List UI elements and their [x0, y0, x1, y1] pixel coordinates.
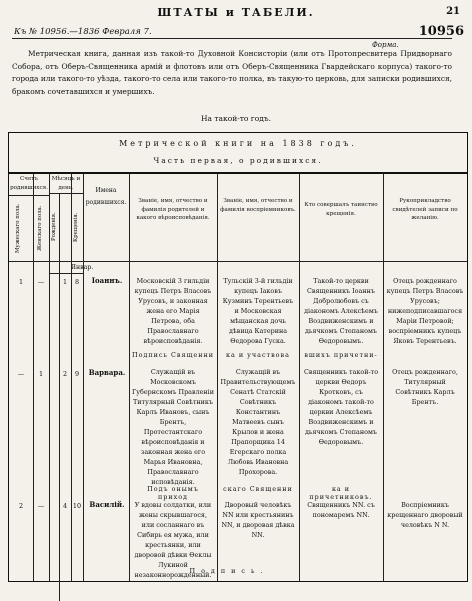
- row1-female: —: [37, 278, 45, 286]
- table-part: Часть первая, о родившихся.: [153, 156, 323, 165]
- col-male: Мужескаго пола.: [15, 203, 21, 253]
- final-signature: Подпись.: [189, 567, 269, 575]
- row3-male: 2: [18, 502, 24, 510]
- row1-godparents: Тульскій 3-й гильдіи купецъ Іаковъ Кузминъ Терентьевъ и Московская мѣщанская дочь дѣвица Катерина Ѳедорова Гуска.: [222, 277, 294, 345]
- row2-priest: Священникъ такой-то церкви Ѳедоръ Кротковъ, съ діакономъ такой-то церкви Алексѣемъ Воздвиженскимъ и дьячкомъ Степаномъ Ѳедоровымъ.: [303, 368, 379, 446]
- form-intro: Метрическая книга, данная изъ такой-то Духовной Консисторіи (или отъ Протопресвитера Придворнаго Собора, отъ Оберъ-Священника армій и флотовъ или отъ Оберъ-Священника Гвардейскаго корпуса) такого-то города или такого-то уѣзда, такого-то села или такого-то полка, въ такую-то церковь, для записки родившихся, бракомъ сочетавшихся и умершихъ.: [12, 49, 452, 96]
- row2-male: —: [17, 370, 25, 378]
- row1-born: 1: [62, 278, 68, 286]
- row1-sig-godparents: ка и участвова: [226, 351, 290, 359]
- form-label: Форма.: [372, 41, 399, 49]
- form-subtitle: На такой-то годъ.: [200, 114, 272, 123]
- table-title: Метрической книги на 1838 годъ.: [119, 139, 357, 148]
- row1-priest: Такой-то церкви Священникъ Іоаннъ Добролюбовъ съ діакономъ Алексѣемъ Воздвиженскимъ и дьячкомъ Степаномъ Ѳедоровымъ.: [304, 277, 378, 345]
- document-number: 10956: [418, 24, 464, 39]
- row3-born: 4: [62, 502, 68, 510]
- month-label: Январ.: [71, 264, 94, 271]
- row2-baptized: 9: [74, 370, 80, 378]
- running-title: ШТАТЫ и ТАБЕЛИ.: [157, 6, 315, 19]
- row1-witness: Отецъ рожденнаго купецъ Петръ Власовъ Урусовъ; нижеподписавшагося Маріи Петровой; воспріемникъ купецъ Яковъ Терентьевъ.: [386, 277, 464, 345]
- col-baptism: Крещенія.: [73, 212, 79, 242]
- row2-sig-parents: Подъ онымъ приход: [147, 485, 199, 501]
- col-witness: Рукоприкладство свидѣтелей записи по желанію.: [392, 198, 458, 222]
- row2-name: Варвара.: [88, 368, 126, 377]
- row2-witness: Отецъ рожденнаго, Титулярный Совѣтникъ Карлъ Брентъ.: [392, 368, 458, 406]
- row1-sig-parents: Подпись Священни: [132, 351, 214, 359]
- row3-name: Василій.: [89, 500, 125, 509]
- row2-parents: Служащій въ Московскомъ Губернскомъ Правленіи Титулярный Совѣтникъ Карлъ Ивановъ, сынъ Брентъ, Протестантскаго вѣроисповѣданія и законная жена его Марья Ивановна, Православнаго исповѣданія.: [132, 368, 214, 486]
- births-table: [8, 172, 468, 582]
- row2-godparents: Служащій въ Правительствующемъ Сенатѣ Статскій Совѣтникъ Константинъ Матвеевъ сынъ Крылов и жена Прапорщика 14 Егерскаго полка Любовь Ивановна Прохорова.: [220, 368, 296, 476]
- row1-baptized: 8: [74, 278, 80, 286]
- col-birth: Рожденія.: [51, 212, 57, 242]
- table-title-box: [8, 132, 468, 174]
- col-godparents: Званіе, имя, отчество и фамилія воспріемниковъ.: [220, 198, 296, 213]
- row2-sig-godparents: скаго Священни: [223, 485, 293, 493]
- row1-name: Іоаннъ.: [91, 276, 123, 285]
- row3-godparents: Дворовый человѣкъ NN или крестьянинъ NN, и дворовая дѣвка NN.: [221, 501, 295, 539]
- col-priest: Кто совершалъ таинство крещенія.: [304, 202, 378, 217]
- col-female: Женскаго пола.: [37, 205, 43, 251]
- reference-line: Къ № 10956.—1836 Февраля 7.: [14, 27, 152, 37]
- row3-witness: Воспріемникъ крещеннаго дворовый человѣкъ N N.: [387, 501, 463, 529]
- col-month-day: Мѣсяцъ и день.: [51, 176, 81, 191]
- row3-female: —: [37, 502, 45, 510]
- row3-priest: Священникъ NN. съ пономаремъ NN.: [307, 501, 375, 519]
- running-header: [0, 6, 472, 20]
- row2-sig-priest: ка и причетниковъ.: [309, 485, 373, 501]
- col-names: Имена родившихся.: [85, 187, 127, 206]
- row1-sig-priest: вшихъ причетни-: [304, 351, 378, 359]
- col-count-born: Счетъ родившихся.: [10, 176, 48, 191]
- row1-male: 1: [18, 278, 24, 286]
- row1-parents: Московскій 3 гильдіи купецъ Петръ Власовъ Урусовъ, и законная жена его Марія Петрова, оба Православнаго вѣроисповѣданія.: [134, 277, 212, 345]
- row2-born: 2: [62, 370, 68, 378]
- header-rule: [12, 38, 452, 39]
- row3-baptized: 10: [72, 502, 82, 510]
- row3-parents: У вдовы солдатки, или жены скрывшагося, или сосланнаго въ Сибирь ея мужа, или крестьянки, или дворовой дѣвки Ѳеклы Лукиной незаконнорожденный.: [134, 501, 212, 579]
- row2-female: 1: [38, 370, 44, 378]
- col-parents: Званіе, имя, отчество и фамилія родителей и какого вѣроисповѣданія.: [136, 198, 210, 222]
- page-number: 21: [446, 6, 460, 17]
